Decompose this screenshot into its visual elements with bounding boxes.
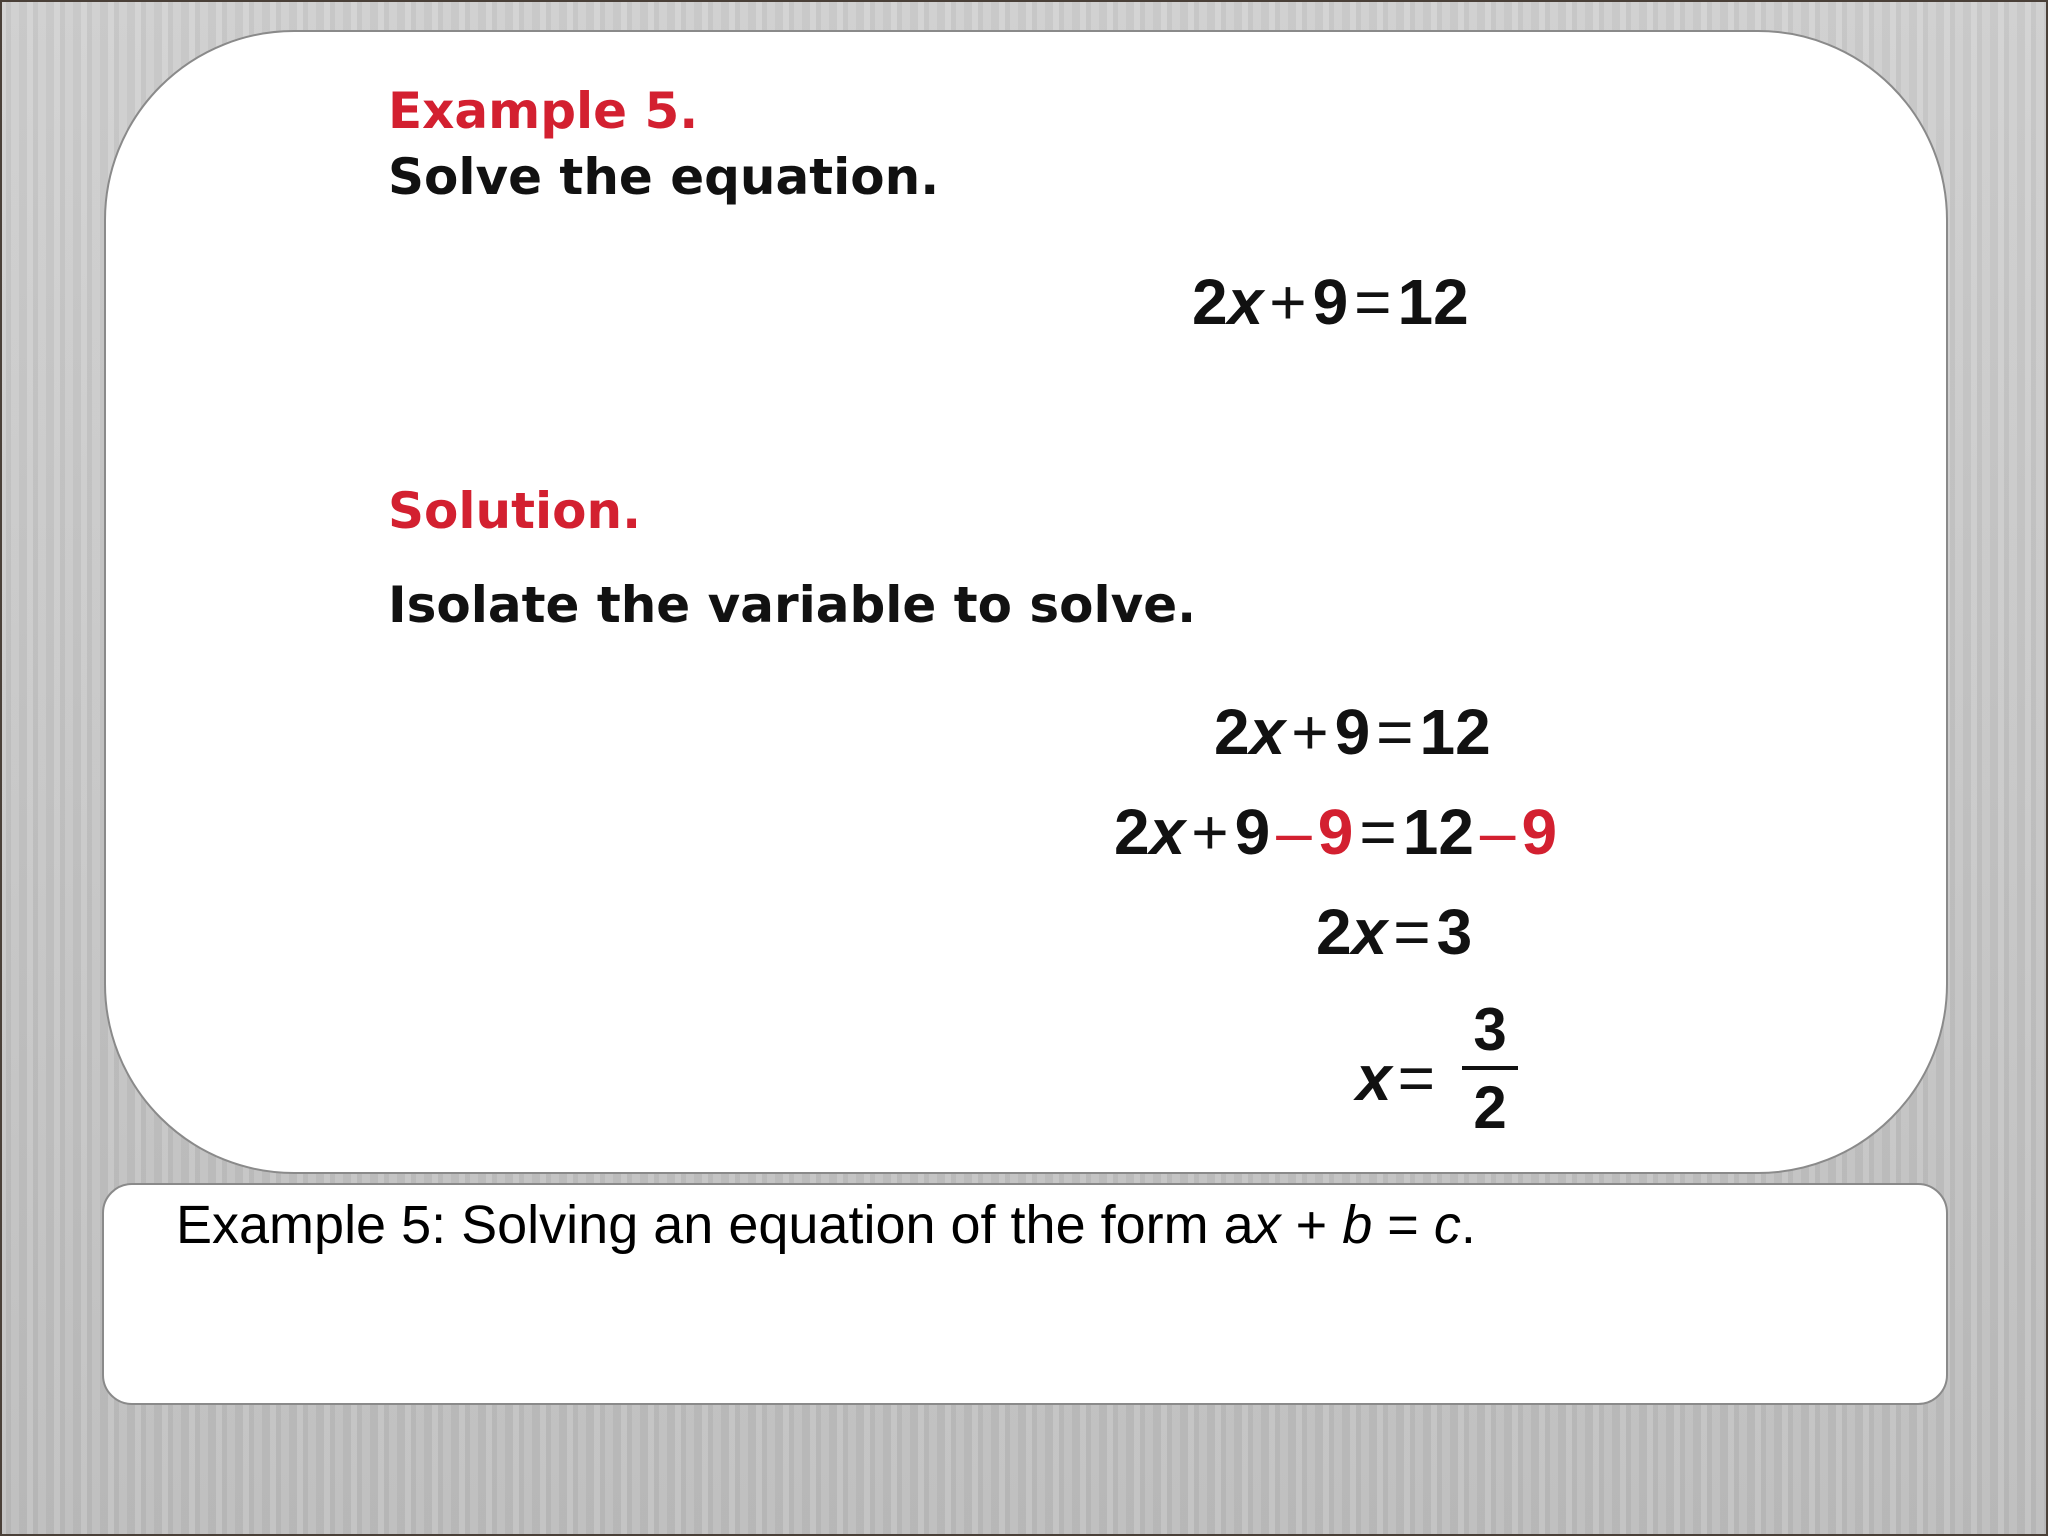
example-prompt: Solve the equation. xyxy=(388,148,940,206)
right-hand-side: 3 xyxy=(1436,896,1473,968)
caption-c: c xyxy=(1433,1195,1461,1255)
example-label: Example 5. xyxy=(388,82,699,140)
caption-box xyxy=(102,1183,1948,1405)
solution-step-2 xyxy=(1114,796,1558,868)
constant: 9 xyxy=(1234,796,1271,868)
caption-suffix: . xyxy=(1460,1195,1476,1255)
plus-sign: + xyxy=(1269,266,1307,338)
solution-step-4 xyxy=(1356,1042,1441,1114)
caption-b: b xyxy=(1342,1195,1373,1255)
fraction xyxy=(1460,996,1520,1141)
coefficient: 2 xyxy=(1316,896,1352,968)
variable: x xyxy=(1351,896,1388,968)
equals-sign: = xyxy=(1359,796,1397,868)
variable: x xyxy=(1149,796,1186,868)
fraction-denominator: 2 xyxy=(1473,1074,1507,1141)
problem-equation xyxy=(1192,266,1469,338)
solution-label: Solution. xyxy=(388,482,642,540)
equals-sign: = xyxy=(1397,1042,1435,1114)
equals-sign: = xyxy=(1354,266,1392,338)
plus-sign: + xyxy=(1291,696,1329,768)
caption-text xyxy=(176,1193,1476,1258)
caption-x: x xyxy=(1253,1195,1281,1255)
right-hand-side: 12 xyxy=(1419,696,1491,768)
caption-equals: = xyxy=(1372,1195,1434,1255)
variable: x xyxy=(1249,696,1286,768)
solution-step-3 xyxy=(1316,896,1473,968)
coefficient: 2 xyxy=(1192,266,1228,338)
coefficient: 2 xyxy=(1214,696,1250,768)
fraction-numerator: 3 xyxy=(1473,996,1507,1063)
caption-plus: + xyxy=(1280,1195,1343,1255)
minus-sign: – xyxy=(1276,796,1312,868)
variable: x xyxy=(1227,266,1264,338)
variable: x xyxy=(1356,1042,1392,1114)
caption-prefix: Example 5: Solving an equation of the form xyxy=(176,1195,1224,1255)
equals-sign: = xyxy=(1393,896,1431,968)
constant: 9 xyxy=(1334,696,1371,768)
equals-sign: = xyxy=(1376,696,1414,768)
subtracted-term-right: 9 xyxy=(1521,796,1558,868)
minus-sign-right: – xyxy=(1479,796,1516,868)
right-hand-side: 12 xyxy=(1397,266,1469,338)
solution-step-1 xyxy=(1214,696,1491,768)
fraction-bar xyxy=(1462,1066,1518,1070)
solution-instruction: Isolate the variable to solve. xyxy=(388,576,1197,634)
subtracted-term: 9 xyxy=(1317,796,1354,868)
coefficient: 2 xyxy=(1114,796,1150,868)
plus-sign: + xyxy=(1191,796,1229,868)
constant: 9 xyxy=(1312,266,1349,338)
caption-a: a xyxy=(1223,1195,1254,1255)
right-hand-side: 12 xyxy=(1402,796,1474,868)
